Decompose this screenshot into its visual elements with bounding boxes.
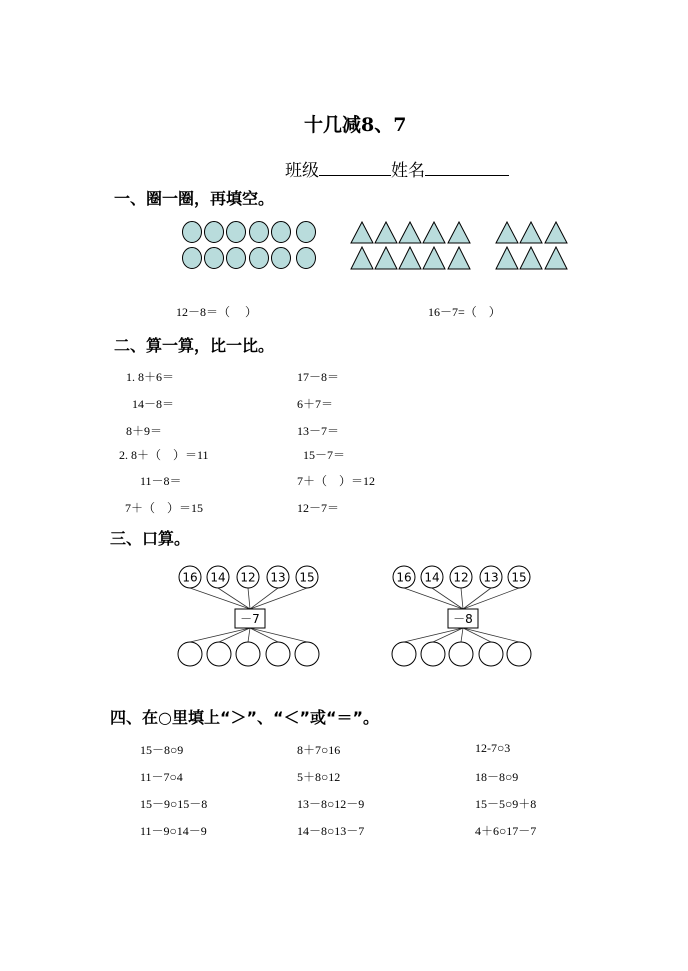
s1-equation-1: 12－8＝（ ） xyxy=(176,305,258,319)
number-label: 14 xyxy=(424,570,440,585)
s4-item: 8＋7○16 xyxy=(297,743,341,757)
s4-item: 11－7○4 xyxy=(140,770,183,784)
s2-item: 8＋9＝ xyxy=(126,424,163,438)
number-label: 15 xyxy=(299,570,315,585)
answer-circle[interactable] xyxy=(449,642,473,666)
section-1-heading: 一、圈一圈，再填空。 xyxy=(114,189,275,208)
connector-line xyxy=(432,588,463,609)
s4-item: 15－8○9 xyxy=(140,743,184,757)
s2-item: 15－7＝ xyxy=(303,448,346,462)
answer-circle[interactable] xyxy=(266,642,290,666)
connector-line xyxy=(463,628,519,642)
connector-line xyxy=(248,628,250,642)
s2-item: 7＋（ ）＝12 xyxy=(297,474,376,488)
s1-equation-2: 16－7=（ ） xyxy=(428,305,501,319)
s2-item: 7＋（ ）＝15 xyxy=(125,501,204,515)
connector-line xyxy=(404,588,463,609)
s2-item: 12－7＝ xyxy=(297,501,340,515)
operation-label: －7 xyxy=(240,612,260,626)
operation-label: －8 xyxy=(453,612,473,626)
calc-diagram-2 xyxy=(392,566,531,666)
s2-item: 13－7＝ xyxy=(297,424,340,438)
connector-line xyxy=(248,588,250,609)
s4-item: 15－5○9＋8 xyxy=(475,797,537,811)
connector-line xyxy=(461,628,463,642)
name-label: 姓名 xyxy=(391,161,425,181)
section-3-heading: 三、口算。 xyxy=(110,529,191,548)
s4-item: 13－8○12－9 xyxy=(297,797,365,811)
number-label: 16 xyxy=(182,570,198,585)
s4-item: 5＋8○12 xyxy=(297,770,341,784)
number-label: 12 xyxy=(453,570,469,585)
connector-line xyxy=(218,588,250,609)
number-label: 14 xyxy=(210,570,226,585)
s2-item: 11－8＝ xyxy=(140,474,182,488)
connector-line xyxy=(190,588,250,609)
answer-circle[interactable] xyxy=(479,642,503,666)
connector-line xyxy=(190,628,250,642)
number-label: 13 xyxy=(270,570,286,585)
s4-item: 4＋6○17－7 xyxy=(475,824,537,838)
s2-item: 1. 8＋6＝ xyxy=(126,370,175,384)
connector-line xyxy=(250,588,278,609)
connector-line xyxy=(250,628,278,642)
number-label: 12 xyxy=(240,570,256,585)
connector-line xyxy=(461,588,463,609)
number-label: 13 xyxy=(483,570,499,585)
s4-item: 18－8○9 xyxy=(475,770,519,784)
section-2-heading: 二、算一算，比一比。 xyxy=(114,336,275,355)
connector-line xyxy=(404,628,463,642)
s2-item: 17－8＝ xyxy=(297,370,340,384)
s2-item: 6＋7＝ xyxy=(297,397,334,411)
connector-line xyxy=(219,628,250,642)
answer-circle[interactable] xyxy=(421,642,445,666)
s4-item: 15－9○15－8 xyxy=(140,797,208,811)
page-title: 十几减8、7 xyxy=(304,114,407,136)
answer-circle[interactable] xyxy=(507,642,531,666)
answer-circle[interactable] xyxy=(207,642,231,666)
s2-item: 2. 8＋（ ）＝11 xyxy=(119,448,209,462)
s4-item: 11－9○14－9 xyxy=(140,824,207,838)
connector-line xyxy=(463,588,491,609)
calc-diagram-1 xyxy=(178,566,319,666)
answer-circle[interactable] xyxy=(295,642,319,666)
section-4-heading: 四、在○里填上“＞”、“＜”或“＝”。 xyxy=(110,708,380,727)
answer-circle[interactable] xyxy=(392,642,416,666)
s2-item: 14－8＝ xyxy=(132,397,175,411)
connector-line xyxy=(250,628,307,642)
s4-item: 12-7○3 xyxy=(475,741,511,755)
number-label: 16 xyxy=(396,570,412,585)
number-label: 15 xyxy=(511,570,527,585)
answer-circle[interactable] xyxy=(178,642,202,666)
connector-line xyxy=(250,588,307,609)
class-label: 班级 xyxy=(285,161,319,181)
s4-item: 14－8○13－7 xyxy=(297,824,365,838)
answer-circle[interactable] xyxy=(236,642,260,666)
connector-line xyxy=(433,628,463,642)
connector-line xyxy=(463,588,519,609)
connector-line xyxy=(463,628,491,642)
